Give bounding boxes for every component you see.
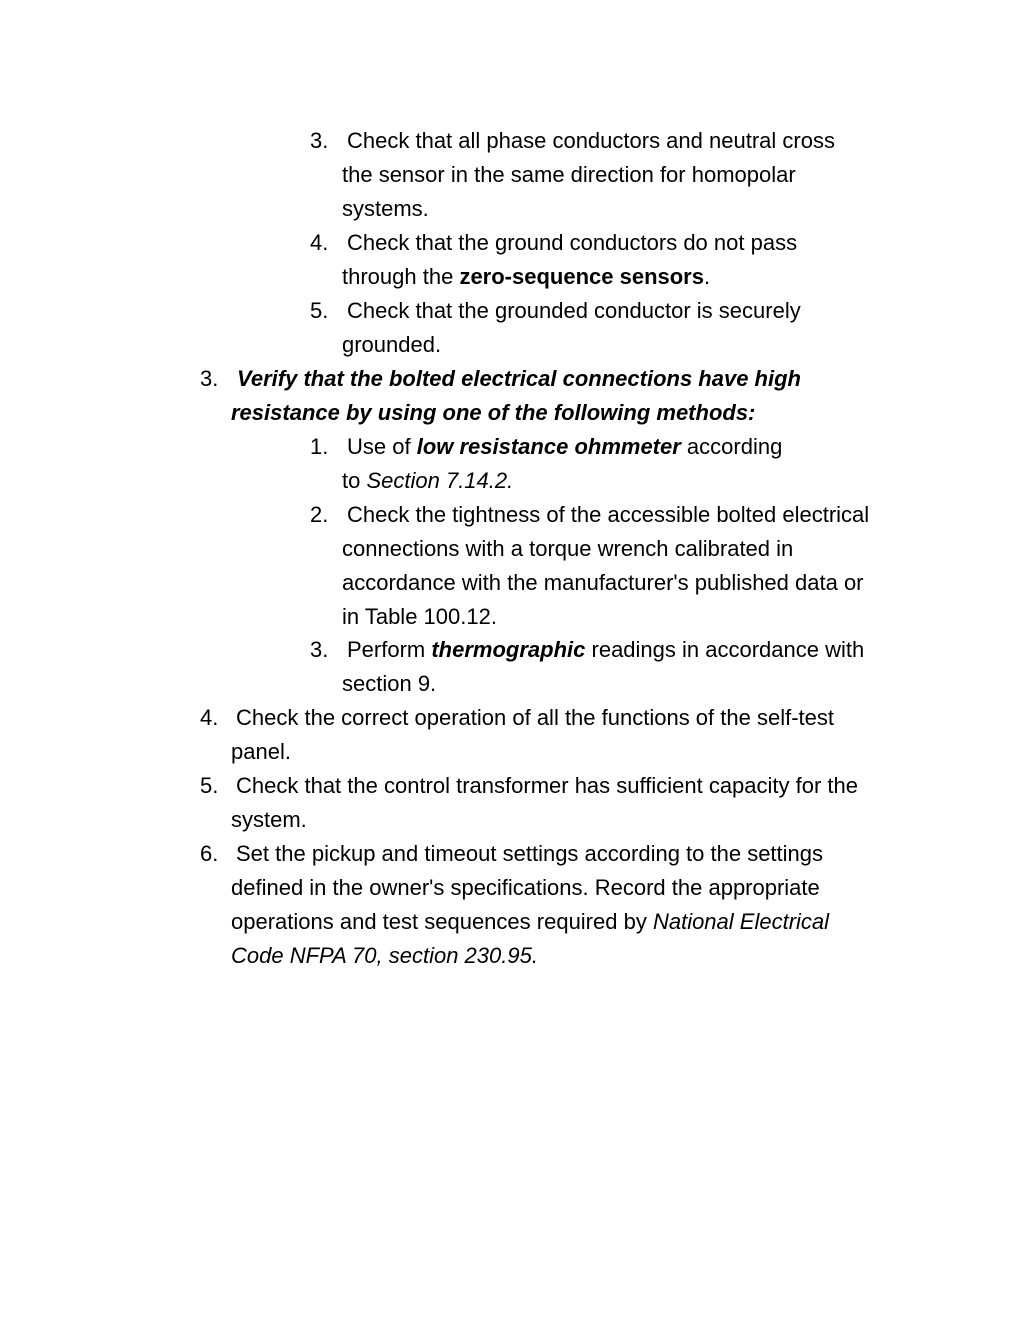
item-line: in Table 100.12.	[342, 604, 497, 629]
item-line: accordance with the manufacturer's published data or	[342, 570, 864, 595]
item-line: defined in the owner's specifications. Record the appropriate	[231, 875, 820, 900]
item-line: Check that the ground conductors do not pass	[347, 230, 798, 255]
item-text	[231, 837, 829, 973]
emphasis-italic: Code NFPA 70, section 230.95.	[231, 943, 538, 968]
item-line: systems.	[342, 196, 429, 221]
item-line: through the zero-sequence sensors.	[342, 264, 711, 289]
item-line	[231, 939, 829, 973]
item-text	[231, 701, 834, 769]
item-text	[342, 633, 864, 701]
item-number: 3.	[310, 637, 329, 662]
item-line	[231, 396, 801, 430]
item-line: Check that the grounded conductor is securely	[347, 298, 801, 323]
item-number: 4.	[310, 230, 329, 255]
item-line: grounded.	[342, 332, 442, 357]
emphasis-bold-italic: resistance by using one of the following methods:	[231, 400, 756, 425]
item-line: section 9.	[342, 671, 437, 696]
item-number: 4.	[200, 705, 219, 730]
item-line: Set the pickup and timeout settings according to the settings	[236, 841, 824, 866]
item-line: Check the tightness of the accessible bolted electrical	[347, 502, 870, 527]
emphasis-italic: Section 7.14.2.	[366, 468, 514, 493]
item-text	[342, 124, 835, 226]
list-item	[200, 769, 858, 837]
list-item	[200, 362, 801, 430]
list-item	[310, 633, 864, 701]
item-text	[342, 498, 869, 634]
item-line: panel.	[231, 739, 291, 764]
item-line: Use of low resistance ohmmeter according	[347, 434, 783, 459]
list-item	[310, 430, 782, 498]
item-line: to Section 7.14.2.	[342, 468, 514, 493]
item-text	[231, 362, 801, 430]
item-text	[231, 769, 858, 837]
item-number: 5.	[200, 773, 219, 798]
item-line: operations and test sequences required by National Electrical	[231, 909, 830, 934]
item-line: Perform thermographic readings in accordance with	[347, 637, 865, 662]
item-text	[342, 226, 797, 294]
item-line: connections with a torque wrench calibrated in	[342, 536, 794, 561]
emphasis-bold-italic: Verify that the bolted electrical connections have high	[237, 366, 801, 391]
list-item	[310, 226, 797, 294]
item-line	[237, 362, 801, 396]
item-text	[342, 430, 782, 498]
list-item	[310, 294, 801, 362]
item-number: 6.	[200, 841, 219, 866]
emphasis-bold: zero-sequence sensors	[459, 264, 704, 289]
emphasis-italic: National Electrical	[652, 909, 830, 934]
item-number: 2.	[310, 502, 329, 527]
item-line: system.	[231, 807, 307, 832]
item-number: 3.	[200, 366, 219, 391]
item-number: 5.	[310, 298, 329, 323]
list-item	[200, 837, 829, 973]
item-number: 3.	[310, 128, 329, 153]
item-line: Check the correct operation of all the functions of the self-test	[236, 705, 834, 730]
emphasis-bold-italic: low resistance ohmmeter	[416, 434, 681, 459]
item-line: Check that all phase conductors and neutral cross	[347, 128, 835, 153]
list-item	[310, 124, 835, 226]
item-line: the sensor in the same direction for homopolar	[342, 162, 796, 187]
item-line: Check that the control transformer has sufficient capacity for the	[236, 773, 859, 798]
list-item	[310, 498, 869, 634]
list-item	[200, 701, 834, 769]
item-number: 1.	[310, 434, 329, 459]
emphasis-bold-italic: thermographic	[431, 637, 586, 662]
item-text	[342, 294, 801, 362]
